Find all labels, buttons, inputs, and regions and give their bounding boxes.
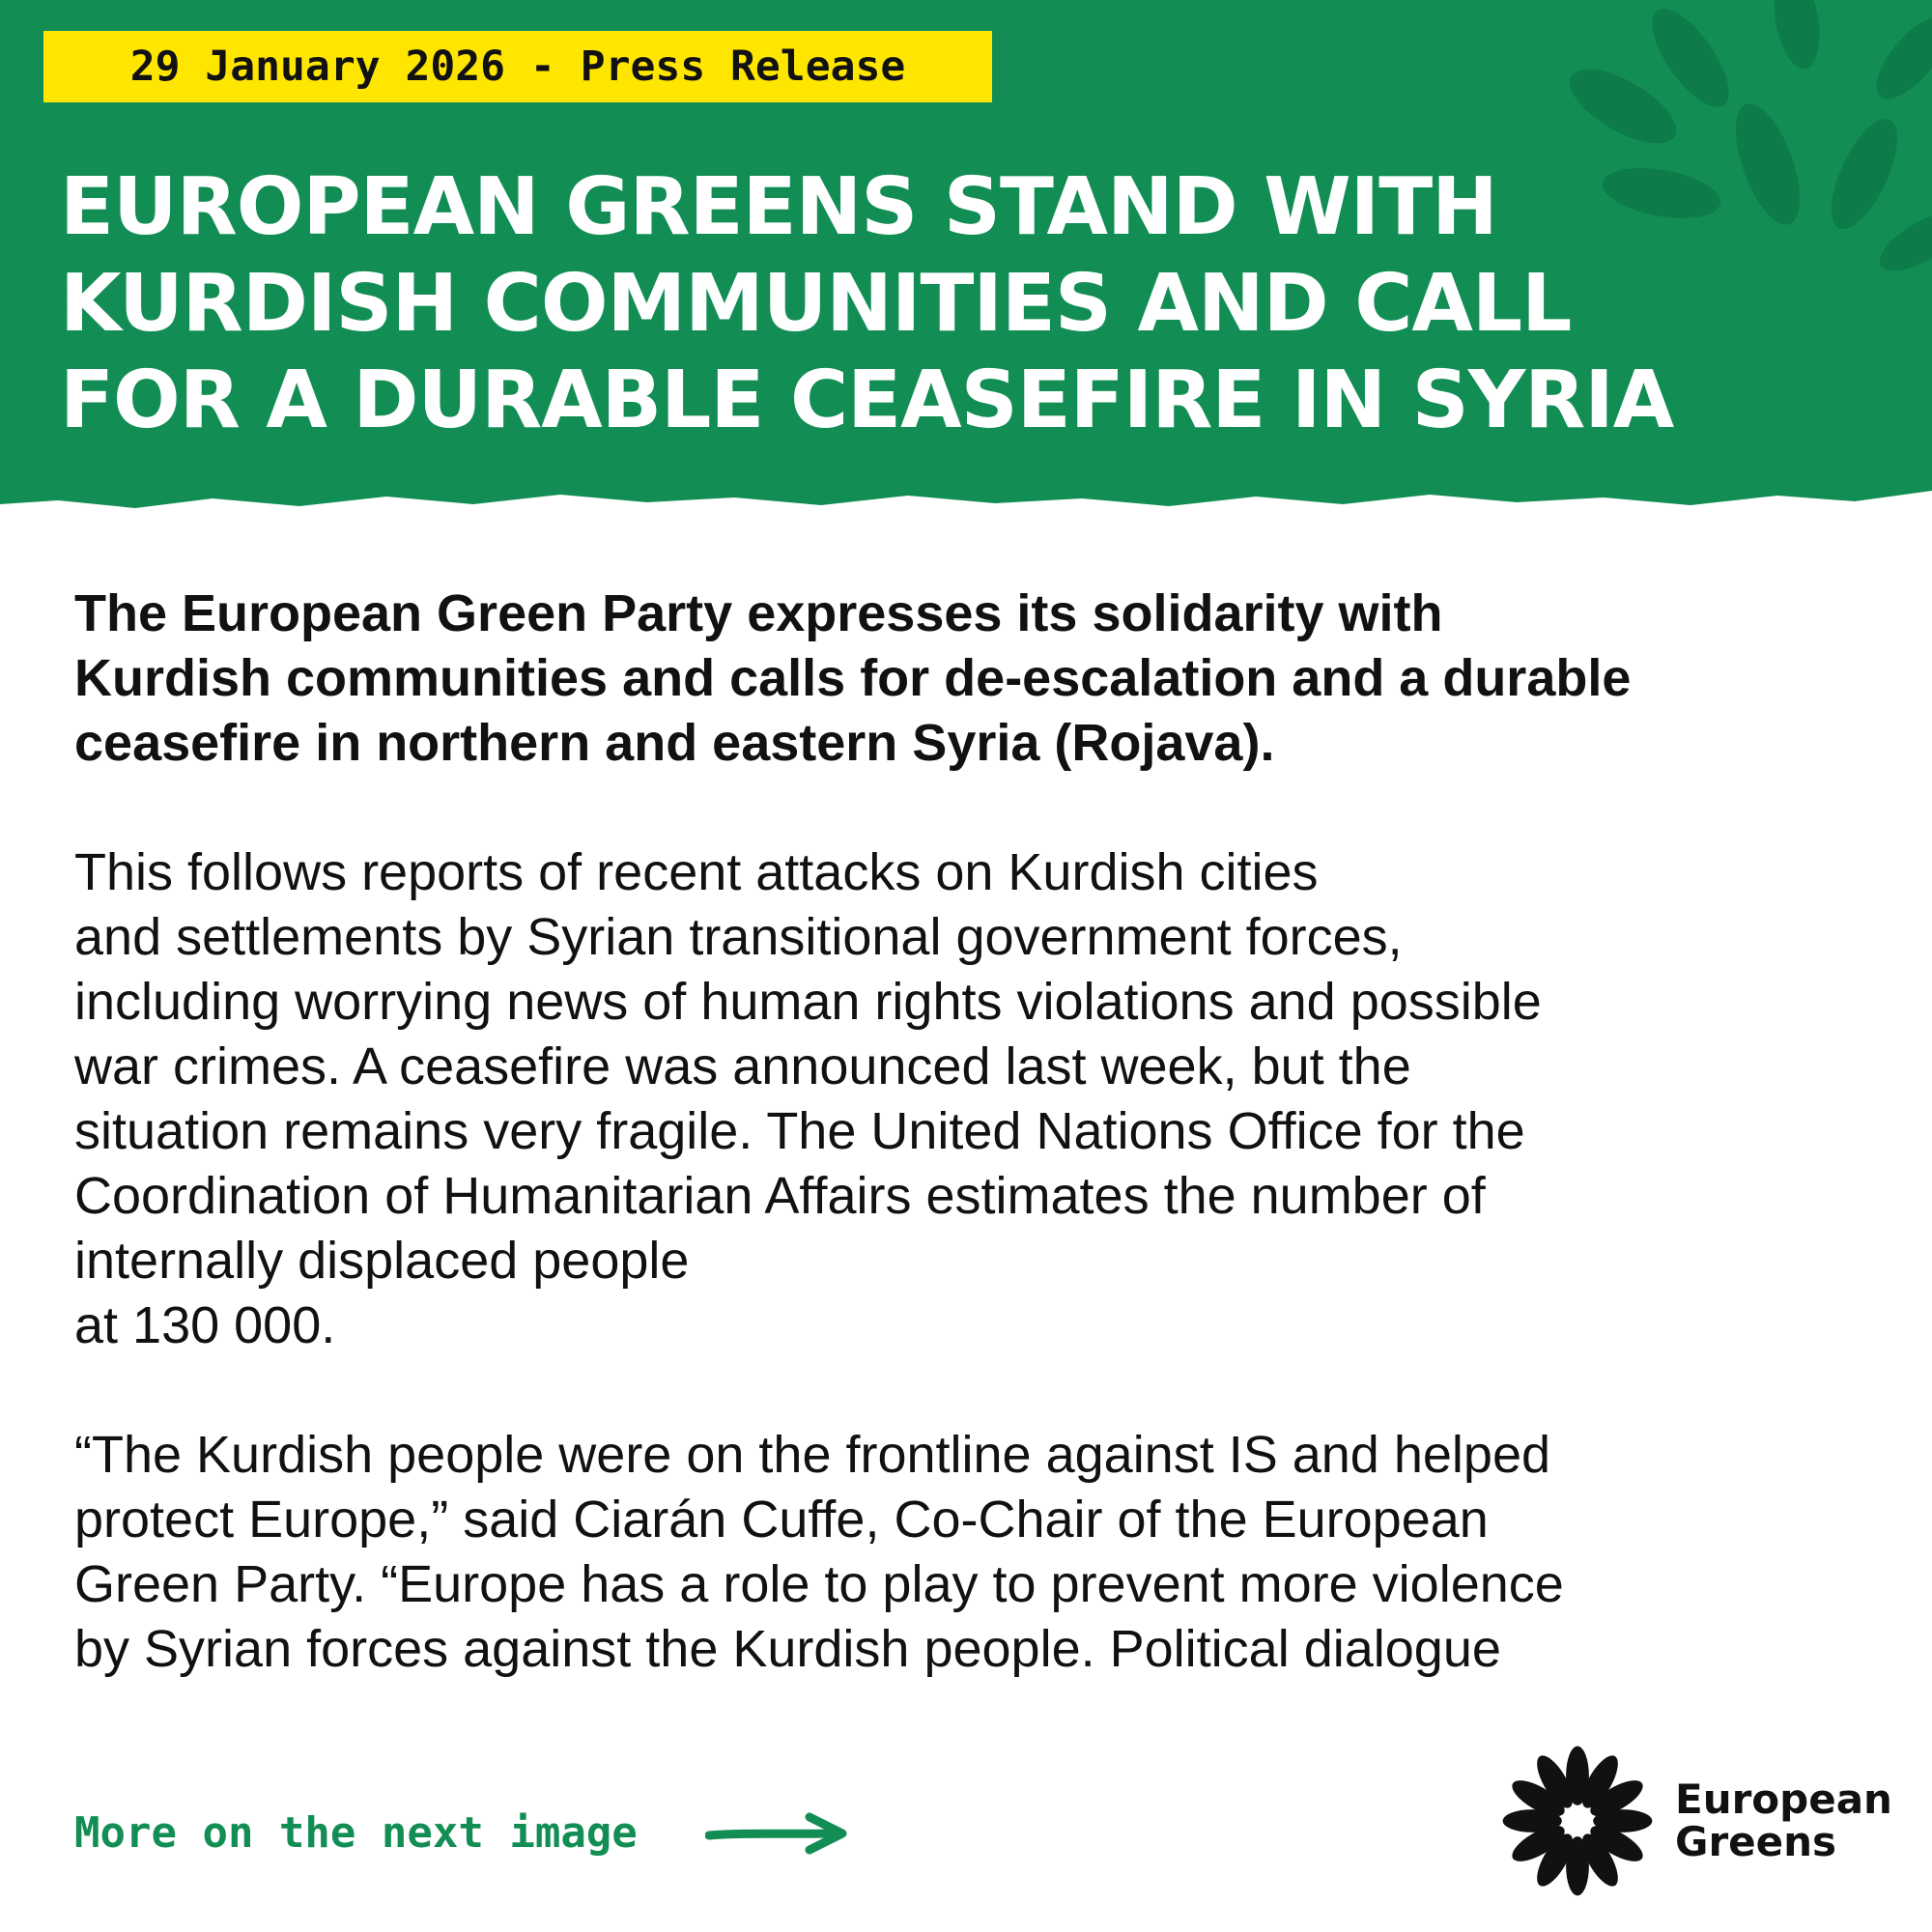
text-line: Green Party. “Europe has a role to play to prevent more violence (74, 1555, 1564, 1613)
leaf-cluster-icon (1546, 0, 1932, 319)
headline-line: KURDISH COMMUNITIES AND CALL (60, 258, 1572, 350)
text-line: situation remains very fragile. The United Nations Office for the (74, 1102, 1525, 1160)
text-line: by Syrian forces against the Kurdish people. Political dialogue (74, 1620, 1501, 1678)
arrow-right-icon (705, 1809, 850, 1858)
text-line: ceasefire in northern and eastern Syria (Rojava). (74, 714, 1275, 772)
text-line: The European Green Party expresses its solidarity with (74, 584, 1443, 642)
text-line: Coordination of Humanitarian Affairs estimates the number of (74, 1167, 1486, 1225)
text-line: This follows reports of recent attacks on Kurdish cities (74, 843, 1319, 901)
text-line: war crimes. A ceasefire was announced last week, but the (74, 1037, 1411, 1095)
headline-line: FOR A DURABLE CEASEFIRE IN SYRIA (60, 355, 1674, 446)
european-greens-sunflower-icon (1495, 1739, 1660, 1903)
text-line: “The Kurdish people were on the frontline against IS and helped (74, 1426, 1551, 1484)
more-link-label: More on the next image (74, 1808, 638, 1858)
torn-paper-edge (0, 483, 1932, 541)
text-line: and settlements by Syrian transitional government forces, (74, 908, 1403, 966)
lead-paragraph (74, 582, 1871, 776)
headline (60, 159, 1674, 449)
logo-text-line: Greens (1675, 1818, 1837, 1865)
logo-text-line: European (1675, 1776, 1892, 1823)
european-greens-logo (1495, 1734, 1901, 1908)
text-line: internally displaced people (74, 1232, 690, 1290)
text-line: including worrying news of human rights violations and possible (74, 973, 1542, 1031)
paragraph-2 (74, 840, 1871, 1358)
article-body (74, 582, 1871, 1747)
logo-wordmark (1675, 1778, 1892, 1863)
date-badge: 29 January 2026 - Press Release (43, 31, 992, 102)
headline-line: EUROPEAN GREENS STAND WITH (60, 161, 1497, 253)
text-line: Kurdish communities and calls for de-escalation and a durable (74, 649, 1632, 707)
paragraph-3 (74, 1423, 1871, 1682)
more-next-image-link[interactable] (74, 1808, 850, 1858)
text-line: at 130 000. (74, 1296, 336, 1354)
text-line: protect Europe,” said Ciarán Cuffe, Co-Chair of the European (74, 1491, 1489, 1548)
